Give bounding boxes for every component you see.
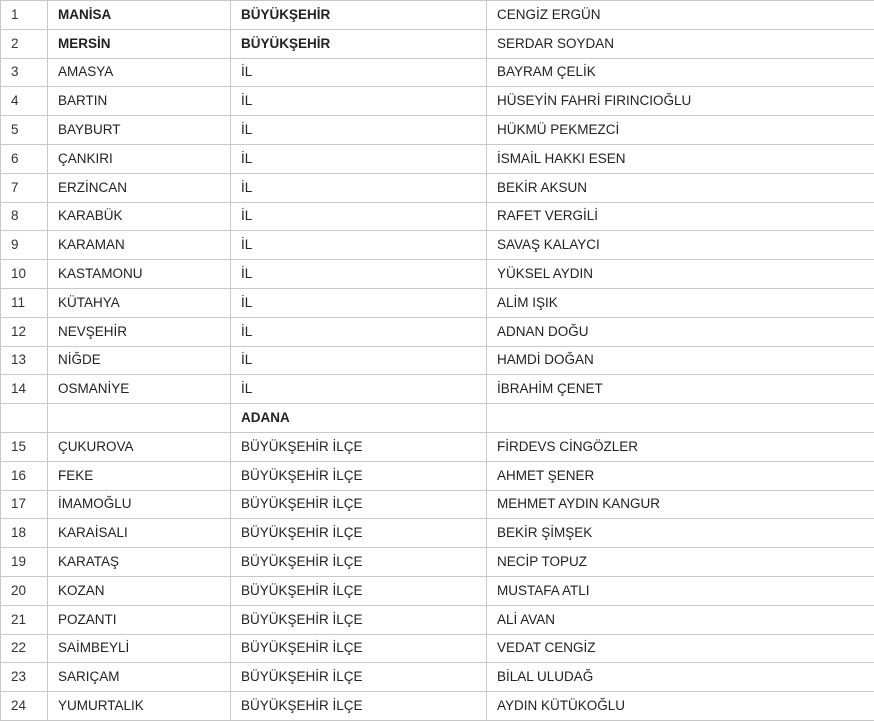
- municipality-type: BÜYÜKŞEHİR İLÇE: [231, 490, 487, 519]
- table-row: [1, 404, 874, 433]
- table-row: [1, 173, 874, 202]
- municipality-type: İL: [231, 288, 487, 317]
- row-number: 3: [1, 58, 48, 87]
- municipality-name: ÇANKIRI: [48, 144, 231, 173]
- table-row: [1, 461, 874, 490]
- table-row: [1, 231, 874, 260]
- table-row: [1, 260, 874, 289]
- municipality-type: İL: [231, 260, 487, 289]
- row-number: 5: [1, 116, 48, 145]
- person-name: SAVAŞ KALAYCI: [487, 231, 874, 260]
- table-row: [1, 605, 874, 634]
- municipality-type: İL: [231, 346, 487, 375]
- municipality-name: KARAİSALI: [48, 519, 231, 548]
- person-name: VEDAT CENGİZ: [487, 634, 874, 663]
- person-name: YÜKSEL AYDIN: [487, 260, 874, 289]
- table-row: [1, 29, 874, 58]
- row-number: 13: [1, 346, 48, 375]
- municipality-name: SAİMBEYLİ: [48, 634, 231, 663]
- municipality-type: BÜYÜKŞEHİR İLÇE: [231, 692, 487, 721]
- municipality-name: BARTIN: [48, 87, 231, 116]
- municipality-type: BÜYÜKŞEHİR İLÇE: [231, 576, 487, 605]
- person-name: HAMDİ DOĞAN: [487, 346, 874, 375]
- person-name: RAFET VERGİLİ: [487, 202, 874, 231]
- municipality-type: İL: [231, 144, 487, 173]
- municipality-type: İL: [231, 231, 487, 260]
- municipality-name: BAYBURT: [48, 116, 231, 145]
- municipality-name: OSMANİYE: [48, 375, 231, 404]
- municipality-name: NİĞDE: [48, 346, 231, 375]
- row-number: 7: [1, 173, 48, 202]
- table-row: [1, 87, 874, 116]
- municipality-type: İL: [231, 375, 487, 404]
- person-name: HÜKMÜ PEKMEZCİ: [487, 116, 874, 145]
- municipality-type: İL: [231, 58, 487, 87]
- municipality-name: MERSİN: [48, 29, 231, 58]
- person-name: HÜSEYİN FAHRİ FIRINCIOĞLU: [487, 87, 874, 116]
- table-body: [1, 1, 874, 721]
- table-row: [1, 548, 874, 577]
- person-name: AHMET ŞENER: [487, 461, 874, 490]
- table-row: [1, 519, 874, 548]
- row-number: 8: [1, 202, 48, 231]
- person-name: ALİ AVAN: [487, 605, 874, 634]
- row-number: 1: [1, 1, 48, 30]
- municipality-name: NEVŞEHİR: [48, 317, 231, 346]
- person-name: AYDIN KÜTÜKOĞLU: [487, 692, 874, 721]
- row-number: 17: [1, 490, 48, 519]
- table-row: [1, 346, 874, 375]
- municipality-name: ÇUKUROVA: [48, 432, 231, 461]
- row-number: 2: [1, 29, 48, 58]
- table-row: [1, 317, 874, 346]
- table-row: [1, 202, 874, 231]
- person-name: MUSTAFA ATLI: [487, 576, 874, 605]
- person-name: BEKİR ŞİMŞEK: [487, 519, 874, 548]
- municipality-type: BÜYÜKŞEHİR İLÇE: [231, 461, 487, 490]
- person-name: BAYRAM ÇELİK: [487, 58, 874, 87]
- table-row: [1, 490, 874, 519]
- municipality-name: AMASYA: [48, 58, 231, 87]
- row-number: 24: [1, 692, 48, 721]
- municipality-type: İL: [231, 173, 487, 202]
- municipality-name: YUMURTALIK: [48, 692, 231, 721]
- municipality-name: FEKE: [48, 461, 231, 490]
- municipality-type: İL: [231, 116, 487, 145]
- table-row: [1, 692, 874, 721]
- table-row: [1, 576, 874, 605]
- row-number: 22: [1, 634, 48, 663]
- table-row: [1, 116, 874, 145]
- row-number: 16: [1, 461, 48, 490]
- municipality-name: KOZAN: [48, 576, 231, 605]
- table-row: [1, 144, 874, 173]
- person-name: CENGİZ ERGÜN: [487, 1, 874, 30]
- table-row: [1, 375, 874, 404]
- municipality-name: KARABÜK: [48, 202, 231, 231]
- person-name: ALİM IŞIK: [487, 288, 874, 317]
- municipality-name: KÜTAHYA: [48, 288, 231, 317]
- row-number: 11: [1, 288, 48, 317]
- municipality-type: BÜYÜKŞEHİR İLÇE: [231, 605, 487, 634]
- municipality-name: KARAMAN: [48, 231, 231, 260]
- person-name: [487, 404, 874, 433]
- municipality-name: MANİSA: [48, 1, 231, 30]
- row-number: 12: [1, 317, 48, 346]
- table-row: [1, 288, 874, 317]
- person-name: MEHMET AYDIN KANGUR: [487, 490, 874, 519]
- row-number: 6: [1, 144, 48, 173]
- table-row: [1, 432, 874, 461]
- table-row: [1, 663, 874, 692]
- municipality-type: BÜYÜKŞEHİR İLÇE: [231, 519, 487, 548]
- municipality-type: BÜYÜKŞEHİR İLÇE: [231, 634, 487, 663]
- municipality-name: [48, 404, 231, 433]
- municipality-type: İL: [231, 317, 487, 346]
- person-name: NECİP TOPUZ: [487, 548, 874, 577]
- municipality-name: KASTAMONU: [48, 260, 231, 289]
- person-name: BİLAL ULUDAĞ: [487, 663, 874, 692]
- person-name: FİRDEVS CİNGÖZLER: [487, 432, 874, 461]
- person-name: İSMAİL HAKKI ESEN: [487, 144, 874, 173]
- row-number: 15: [1, 432, 48, 461]
- table-row: [1, 634, 874, 663]
- municipality-type: BÜYÜKŞEHİR İLÇE: [231, 663, 487, 692]
- municipality-type: BÜYÜKŞEHİR İLÇE: [231, 432, 487, 461]
- person-name: ADNAN DOĞU: [487, 317, 874, 346]
- person-name: BEKİR AKSUN: [487, 173, 874, 202]
- table-row: [1, 58, 874, 87]
- municipality-type: BÜYÜKŞEHİR: [231, 29, 487, 58]
- table-row: [1, 1, 874, 30]
- municipality-type: BÜYÜKŞEHİR: [231, 1, 487, 30]
- row-number: 9: [1, 231, 48, 260]
- municipality-name: KARATAŞ: [48, 548, 231, 577]
- person-name: İBRAHİM ÇENET: [487, 375, 874, 404]
- row-number: 4: [1, 87, 48, 116]
- row-number: 19: [1, 548, 48, 577]
- row-number: 10: [1, 260, 48, 289]
- row-number: 21: [1, 605, 48, 634]
- municipality-name: POZANTI: [48, 605, 231, 634]
- municipality-type: ADANA: [231, 404, 487, 433]
- row-number: [1, 404, 48, 433]
- person-name: SERDAR SOYDAN: [487, 29, 874, 58]
- municipality-name: ERZİNCAN: [48, 173, 231, 202]
- row-number: 14: [1, 375, 48, 404]
- row-number: 20: [1, 576, 48, 605]
- municipality-name: İMAMOĞLU: [48, 490, 231, 519]
- municipality-name: SARIÇAM: [48, 663, 231, 692]
- row-number: 23: [1, 663, 48, 692]
- row-number: 18: [1, 519, 48, 548]
- municipality-type: İL: [231, 87, 487, 116]
- municipality-type: BÜYÜKŞEHİR İLÇE: [231, 548, 487, 577]
- municipality-type: İL: [231, 202, 487, 231]
